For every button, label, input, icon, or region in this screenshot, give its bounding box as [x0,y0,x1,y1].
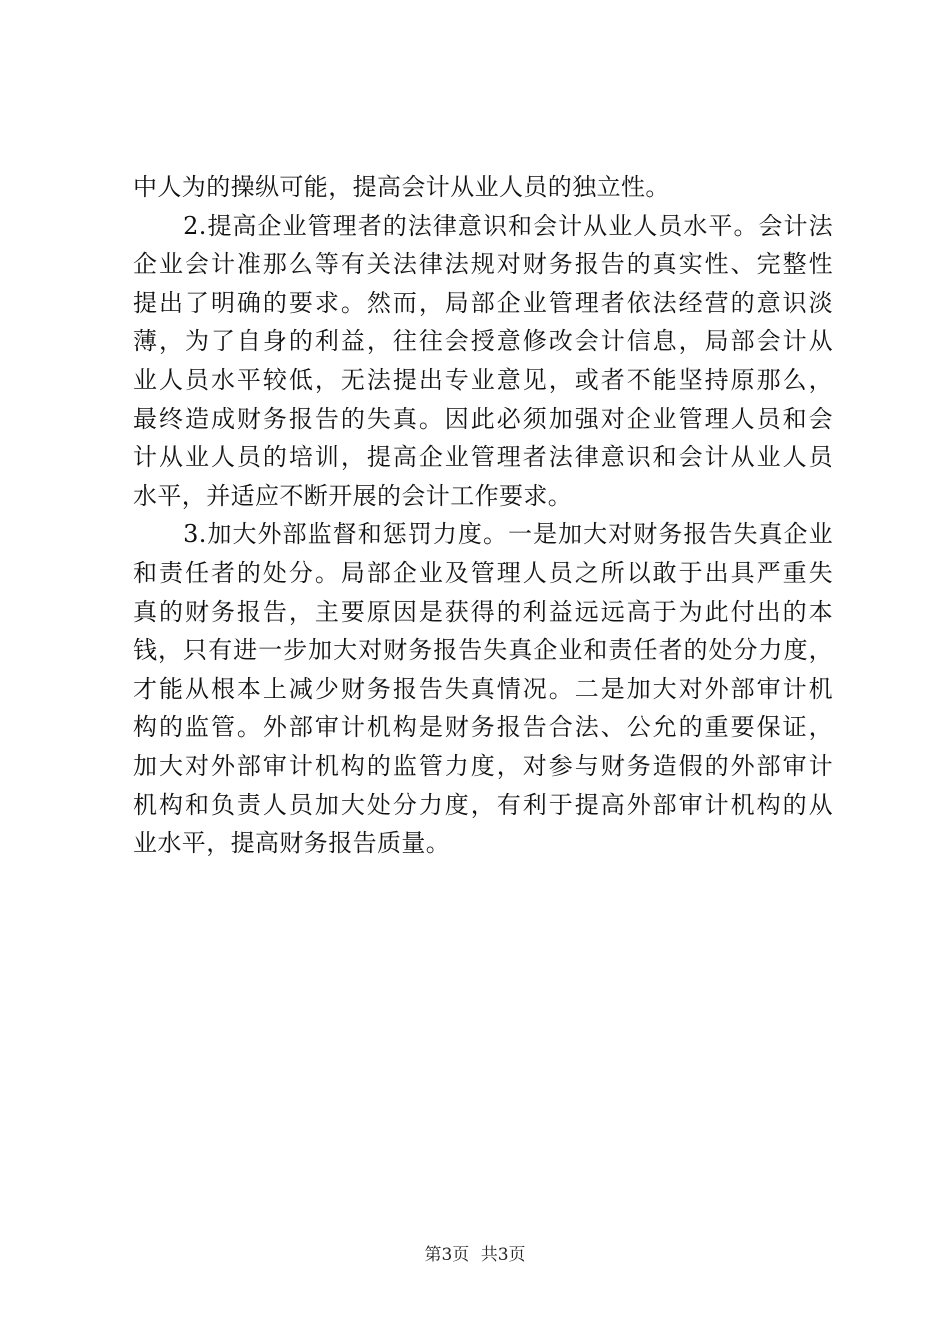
text-line: 薄，为了自身的利益，往往会授意修改会计信息，局部会计从 [133,327,833,356]
text-line: 水平，并适应不断开展的会计工作要求。 [133,481,573,510]
text-line: 2.提高企业管理者的法律意识和会计从业人员水平。会计法 [133,211,833,240]
text-line: 业水平，提高财务报告质量。 [133,829,451,858]
text-line: 才能从根本上减少财务报告失真情况。二是加大对外部审计机 [133,674,833,703]
text-line: 构的监管。外部审计机构是财务报告合法、公允的重要保证， [133,713,833,742]
text-line: 3.加大外部监督和惩罚力度。一是加大对财务报告失真企业 [133,520,833,549]
text-line: 真的财务报告，主要原因是获得的利益远远高于为此付出的本 [133,597,833,626]
text-line: 计从业人员的培训，提高企业管理者法律意识和会计从业人员 [133,443,833,472]
text-line: 最终造成财务报告的失真。因此必须加强对企业管理人员和会 [133,404,833,433]
text-line: 业人员水平较低，无法提出专业意见，或者不能坚持原那么， [133,365,833,394]
text-line: 钱，只有进一步加大对财务报告失真企业和责任者的处分力度， [133,636,833,665]
page-number: 第3页 [424,1245,470,1265]
text-line: 和责任者的处分。局部企业及管理人员之所以敢于出具严重失 [133,558,833,587]
text-line: 加大对外部审计机构的监管力度，对参与财务造假的外部审计 [133,751,833,780]
text-line: 机构和负责人员加大处分力度，有利于提高外部审计机构的从 [133,790,833,819]
page-total: 共3页 [480,1245,526,1265]
text-line: 中人为的操纵可能，提高会计从业人员的独立性。 [133,173,670,201]
page-footer [0,1244,950,1266]
body-text [133,168,833,863]
text-line: 企业会计准那么等有关法律法规对财务报告的真实性、完整性 [133,250,833,279]
text-line: 提出了明确的要求。然而，局部企业管理者依法经营的意识淡 [133,288,833,317]
